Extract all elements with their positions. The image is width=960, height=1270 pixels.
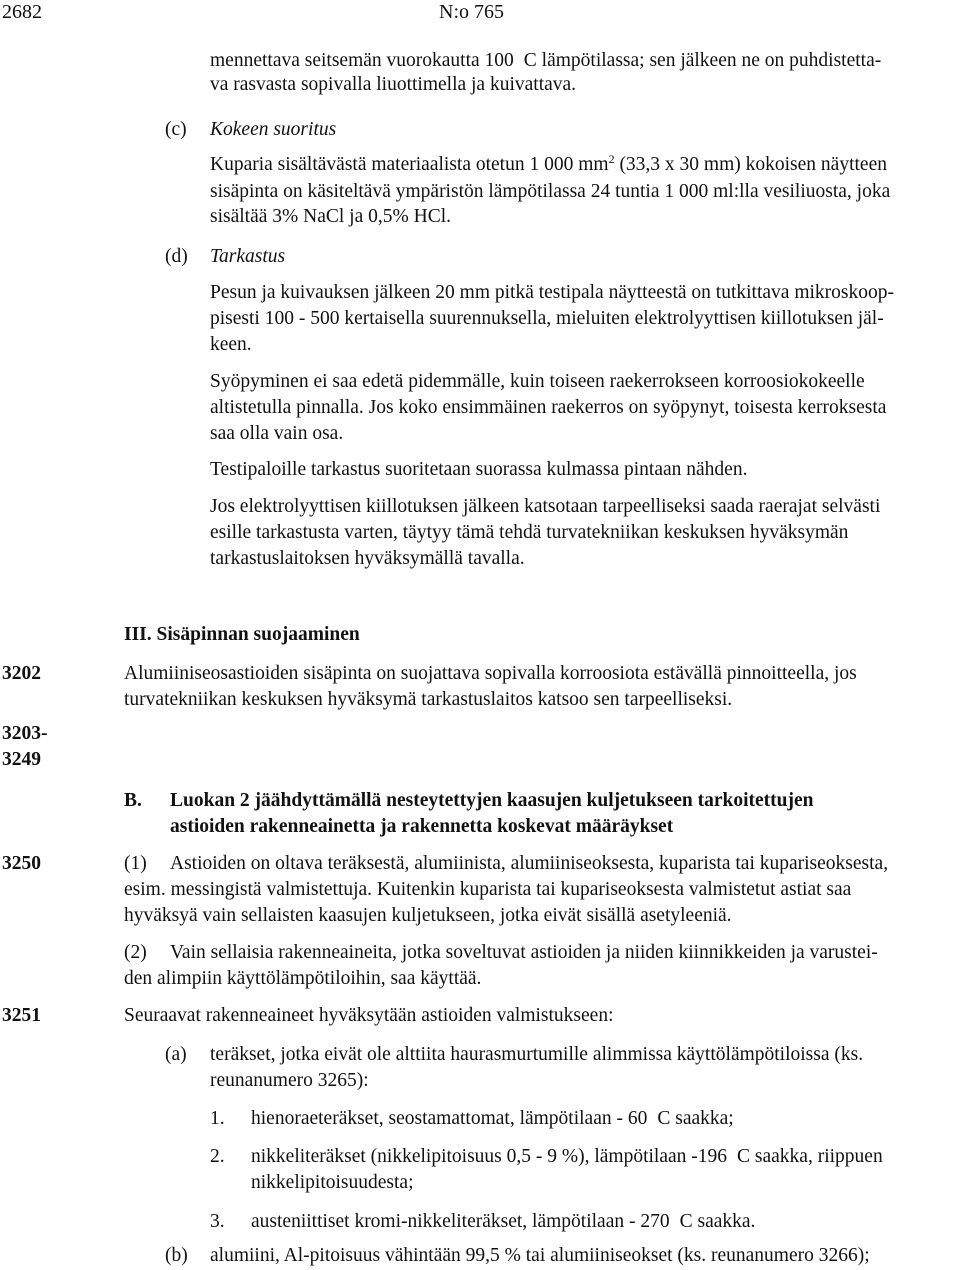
issue-number: N:o 765 <box>439 1 504 23</box>
section-b-title-line-1: Luokan 2 jäähdyttämällä nesteytettyjen kaasujen kuljetukseen tarkoitettujen <box>170 790 814 811</box>
item-d-paragraph-4-line-2: esille tarkastusta varten, täytyy tämä tehdä turvatekniikan keskuksen hyväksymän <box>210 522 849 543</box>
item-1-line-3: hyväksyä vain sellaisten kaasujen kuljetukseen, jotka eivät sisällä asetyleeniä. <box>124 905 732 926</box>
paragraph-3202-line-1: Alumiiniseosastioiden sisäpinta on suojattava sopivalla korroosiota estävällä pinnoitteella, jos <box>124 663 857 684</box>
margin-number-3203: 3203- <box>2 723 48 744</box>
list-item-3-number: 3. <box>210 1211 225 1232</box>
item-d-paragraph-1-line-2: pisesti 100 - 500 kertaisella suurennuksella, mieluiten elektrolyyttisen kiillotuksen jäl- <box>210 308 884 329</box>
item-d-paragraph-2-line-2: altistetulla pinnalla. Jos koko ensimmäinen raekerros on syöpynyt, toisesta kerroksesta <box>210 397 887 418</box>
item-c-title: Kokeen suoritus <box>210 119 337 140</box>
continuation-line-1: mennettava seitsemän vuorokautta 100 C lämpötilassa; sen jälkeen ne on puhdistetta- <box>210 50 882 71</box>
item-b-marker: (b) <box>165 1245 188 1266</box>
list-item-2-text-line-2: nikkelipitoisuudesta; <box>251 1172 414 1193</box>
list-item-1-text: hienoraeteräkset, seostamattomat, lämpötilaan - 60 C saakka; <box>251 1108 734 1129</box>
margin-number-3251: 3251 <box>2 1005 41 1026</box>
item-2-line-2: den alimpiin käyttölämpötiloihin, saa käyttää. <box>124 968 482 989</box>
list-item-3-text: austeniittiset kromi-nikkeliteräkset, lämpötilaan - 270 C saakka. <box>251 1211 756 1232</box>
list-item-2-text-line-1: nikkeliteräkset (nikkelipitoisuus 0,5 - 9 %), lämpötilaan -196 C saakka, riippuen <box>251 1146 883 1167</box>
margin-number-3202: 3202 <box>2 663 41 684</box>
section-iii-heading: III. Sisäpinnan suojaaminen <box>124 624 360 645</box>
item-2-line-1: Vain sellaisia rakenneaineita, jotka soveltuvat astioiden ja niiden kiinnikkeiden ja varustei- <box>170 942 878 963</box>
section-b-title-line-2: astioiden rakenneainetta ja rakennetta koskevat määräykset <box>170 816 674 837</box>
item-c-paragraph-line-3: sisältää 3% NaCl ja 0,5% HCl. <box>210 206 451 227</box>
item-d-paragraph-2-line-3: saa olla vain osa. <box>210 423 344 444</box>
paragraph-3251-intro: Seuraavat rakenneaineet hyväksytään astioiden valmistukseen: <box>124 1005 614 1026</box>
item-d-paragraph-3: Testipaloille tarkastus suoritetaan suorassa kulmassa pintaan nähden. <box>210 459 748 480</box>
item-d-paragraph-1-line-1: Pesun ja kuivauksen jälkeen 20 mm pitkä testipala näytteestä on tutkittava mikroskoop- <box>210 282 894 303</box>
item-d-marker: (d) <box>165 246 188 267</box>
item-2-number: (2) <box>124 942 147 963</box>
item-b-text: alumiini, Al-pitoisuus vähintään 99,5 % tai alumiiniseokset (ks. reunanumero 3266); <box>210 1245 870 1266</box>
list-item-1-number: 1. <box>210 1108 225 1129</box>
list-item-2-number: 2. <box>210 1146 225 1167</box>
item-1-line-1: Astioiden on oltava teräksestä, alumiinista, alumiiniseoksesta, kuparista tai kupariseoksesta, <box>170 853 889 874</box>
item-c-paragraph-line-1: Kuparia sisältävästä materiaalista otetun 1 000 $mm^2$ (33,3 x 30 mm) kokoisen näytteen <box>210 152 887 175</box>
item-a-marker: (a) <box>165 1044 187 1065</box>
item-d-paragraph-4-line-1: Jos elektrolyyttisen kiillotuksen jälkeen katsotaan tarpeelliseksi saada raerajat selvästi <box>210 496 881 517</box>
paragraph-3202-line-2: turvatekniikan keskuksen hyväksymä tarkastuslaitos katsoo sen tarpeelliseksi. <box>124 689 733 710</box>
item-c-marker: (c) <box>165 119 187 140</box>
item-c-paragraph-line-2: sisäpinta on käsiteltävä ympäristön lämpötilassa 24 tuntia 1 000 ml:lla vesiliuosta, joka <box>210 181 891 202</box>
section-b-letter: B. <box>124 790 142 811</box>
margin-number-3249: 3249 <box>2 749 41 770</box>
item-1-number: (1) <box>124 853 147 874</box>
item-d-title: Tarkastus <box>210 246 286 267</box>
item-a-line-1: teräkset, jotka eivät ole alttiita haurasmurtumille alimmissa käyttölämpötiloissa (ks. <box>210 1044 864 1065</box>
continuation-line-2: va rasvasta sopivalla liuottimella ja kuivattava. <box>210 74 577 95</box>
margin-number-3250: 3250 <box>2 853 41 874</box>
item-d-paragraph-1-line-3: keen. <box>210 334 252 355</box>
item-a-line-2: reunanumero 3265): <box>210 1070 369 1091</box>
item-d-paragraph-2-line-1: Syöpyminen ei saa edetä pidemmälle, kuin toiseen raekerrokseen korroosiokokeelle <box>210 371 865 392</box>
item-1-line-2: esim. messingistä valmistettuja. Kuitenkin kuparista tai kupariseoksesta valmistetut astiat saa <box>124 879 852 900</box>
page-number: 2682 <box>2 1 42 23</box>
item-d-paragraph-4-line-3: tarkastuslaitoksen hyväksymällä tavalla. <box>210 548 525 569</box>
